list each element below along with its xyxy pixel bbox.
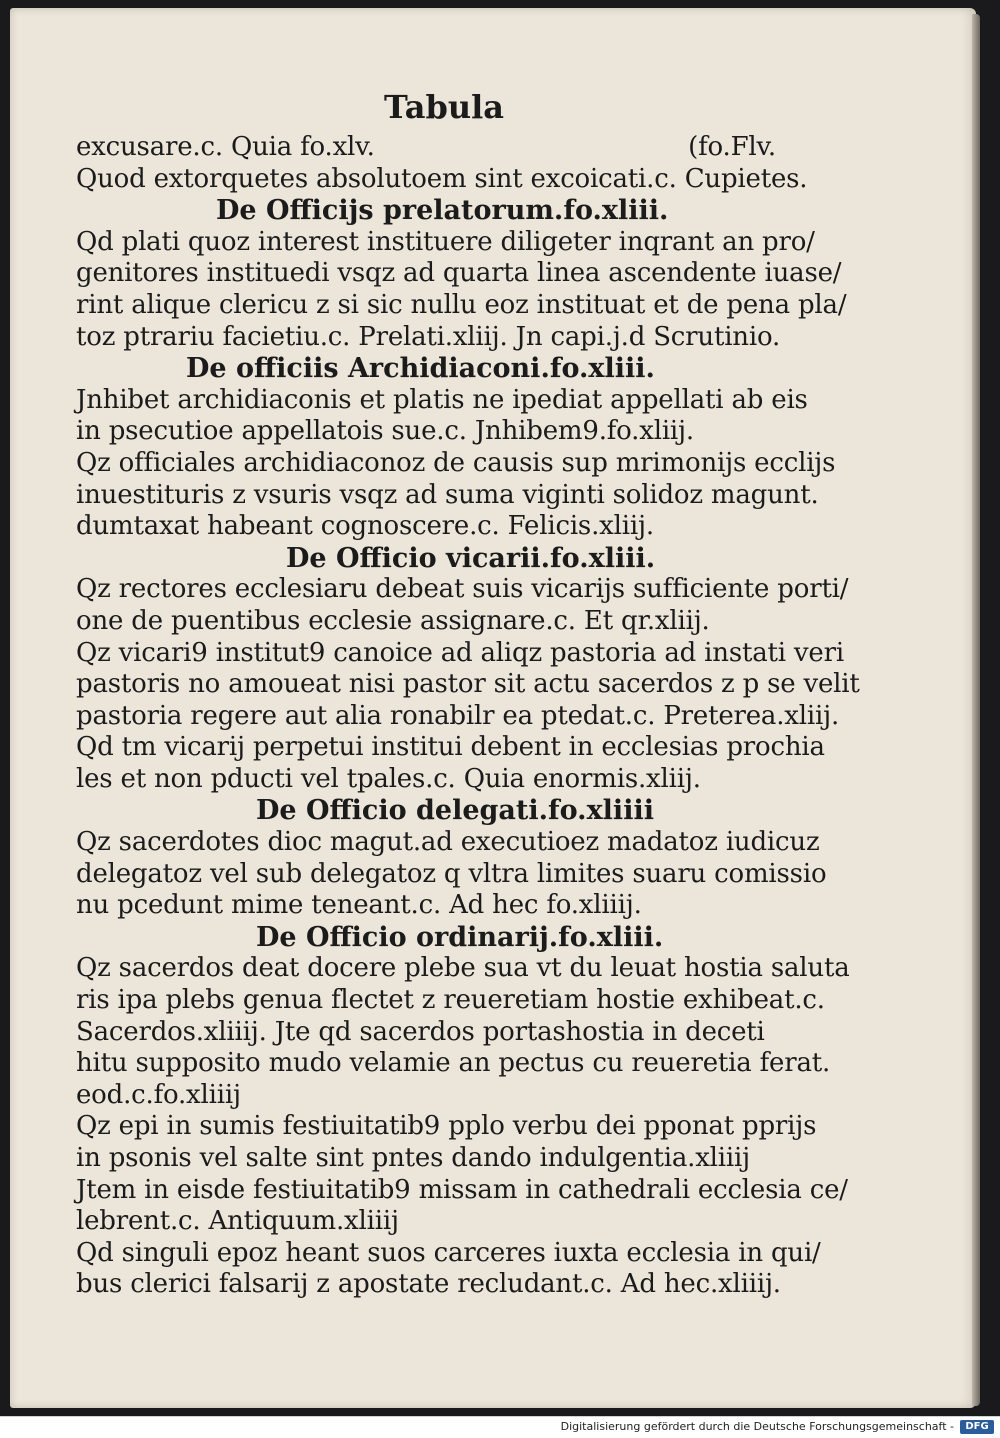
- text-line: one de puentibus ecclesie assignare.c. Et qr.xliij.: [76, 605, 710, 636]
- text-line: Quod extorquetes absolutoem sint excoicati.c. Cupietes.: [76, 163, 808, 194]
- text-line: inuestituris z vsuris vsqz ad suma viginti solidoz magunt.: [76, 479, 819, 510]
- first-line-left: excusare.c. Quia fo.xlv.: [76, 132, 375, 162]
- text-line: nu pcedunt mime teneant.c. Ad hec fo.xliiij.: [76, 890, 642, 921]
- text-line: in psecutioe appellatois sue.c. Jnhibem9.fo.xliij.: [76, 416, 694, 447]
- text-line: ris ipa plebs genua flectet z reueretiam hostie exhibeat.c.: [76, 985, 825, 1016]
- text-line: pastoris no amoueat nisi pastor sit actu sacerdos z p se velit: [76, 669, 860, 700]
- text-line: Qd singuli epoz heant suos carceres iuxta ecclesia in qui/: [76, 1237, 821, 1268]
- section-heading: De Officio delegati.fo.xliiii: [256, 795, 654, 827]
- first-line: [76, 132, 776, 164]
- section-heading: De Officio ordinarij.fo.xliii.: [256, 921, 664, 953]
- dfg-logo: DFG: [960, 1420, 994, 1434]
- text-line: rint alique clericu z si sic nullu eoz instituat et de pena pla/: [76, 289, 847, 320]
- funding-note: Digitalisierung gefördert durch die Deutsche Forschungsgemeinschaft -: [560, 1420, 954, 1433]
- text-line: lebrent.c. Antiquum.xliiij: [76, 1206, 399, 1237]
- text-line: delegatoz vel sub delegatoz q vltra limites suaru comissio: [76, 858, 827, 889]
- footer-bar: [0, 1416, 1000, 1438]
- text-line: eod.c.fo.xliiij: [76, 1079, 241, 1110]
- text-line: Qz sacerdotes dioc magut.ad executioez madatoz iudicuz: [76, 827, 820, 858]
- text-line: Sacerdos.xliiij. Jte qd sacerdos portashostia in deceti: [76, 1016, 765, 1047]
- text-line: Qz officiales archidiaconoz de causis sup mrimonijs ecclijs: [76, 447, 836, 478]
- text-line: Qd tm vicarij perpetui institui debent in ecclesias prochia: [76, 732, 825, 763]
- text-line: les et non pducti vel tpales.c. Quia enormis.xliij.: [76, 763, 701, 794]
- section-heading: De officiis Archidiaconi.fo.xliii.: [186, 353, 655, 385]
- text-line: Jtem in eisde festiuitatib9 missam in cathedrali ecclesia ce/: [76, 1174, 848, 1205]
- text-line: dumtaxat habeant cognoscere.c. Felicis.xliij.: [76, 511, 654, 542]
- text-line: Qd plati quoz interest instituere diligeter inqrant an pro/: [76, 226, 815, 257]
- text-line: Jnhibet archidiaconis et platis ne ipediat appellati ab eis: [76, 384, 808, 415]
- text-line: pastoria regere aut alia ronabilr ea ptedat.c. Preterea.xliij.: [76, 700, 840, 731]
- section-heading: De Officio vicarii.fo.xliii.: [286, 542, 656, 574]
- text-line: hitu supposito mudo velamie an pectus cu reueretia ferat.: [76, 1048, 831, 1079]
- text-line: Qz epi in sumis festiuitatib9 pplo verbu dei pponat pprijs: [76, 1111, 817, 1142]
- page-text: [76, 82, 860, 1301]
- text-line: Qz rectores ecclesiaru debeat suis vicarijs sufficiente porti/: [76, 574, 849, 605]
- text-line: genitores instituedi vsqz ad quarta linea ascendente iuase/: [76, 258, 842, 289]
- text-lines: [76, 163, 860, 1301]
- text-line: toz ptrariu facietiu.c. Prelati.xliij. Jn capi.j.d Scrutinio.: [76, 321, 781, 352]
- text-line: Qz sacerdos deat docere plebe sua vt du leuat hostia saluta: [76, 953, 850, 984]
- section-heading: De Officijs prelatorum.fo.xliii.: [216, 195, 669, 227]
- page-title: Tabula: [383, 88, 504, 126]
- page-edge: [972, 14, 980, 1406]
- text-line: bus clerici falsarij z apostate recludant.c. Ad hec.xliiij.: [76, 1269, 781, 1300]
- text-line: Qz vicari9 institut9 canoice ad aliqz pastoria ad instati veri: [76, 637, 844, 668]
- first-line-right: (fo.Flv.: [688, 132, 776, 162]
- text-line: in psonis vel salte sint pntes dando indulgentia.xliiij: [76, 1143, 751, 1173]
